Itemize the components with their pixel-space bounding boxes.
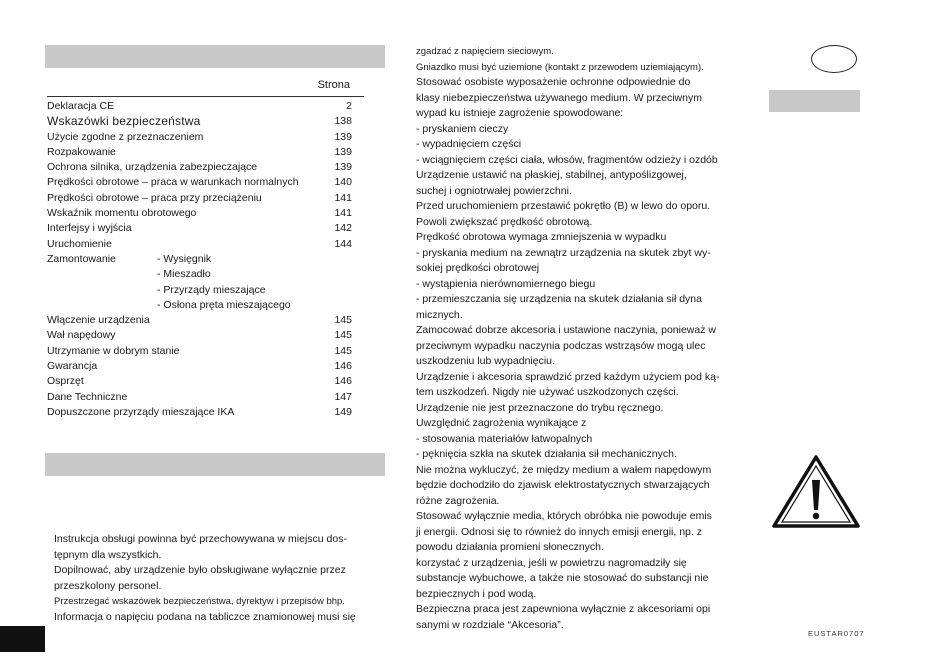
text-line: klasy niebezpieczeństwa używanego medium. W przeciwnym xyxy=(416,91,702,104)
toc-page: 145 xyxy=(334,344,352,357)
text-line: Nie można wykluczyć, że między medium a wałem napędowym xyxy=(416,463,712,476)
text-line: wypad ku istnieje zagrożenie spowodowane: xyxy=(416,107,624,119)
text-line: różne zagrożenia. xyxy=(416,494,500,507)
toc-page: 142 xyxy=(334,222,352,235)
toc-title: Uruchomienie xyxy=(47,237,112,250)
text-line: będzie dochodziło do zjawisk elektrostatycznych stwarzających xyxy=(416,479,710,491)
toc-subitem: - Przyrządy mieszające xyxy=(157,283,266,296)
toc-title: Prędkości obrotowe – praca przy przeciążeniu xyxy=(47,191,262,204)
toc-title: Wskaźnik momentu obrotowego xyxy=(47,207,197,220)
text-line: Instrukcja obsługi powinna być przechowywana w miejscu dos- xyxy=(54,533,347,545)
text-line: sokiej prędkości obrotowej xyxy=(416,262,540,274)
toc-subitem: - Osłona pręta mieszającego xyxy=(157,298,291,311)
toc-row xyxy=(47,145,352,160)
toc-title: Dopuszczone przyrządy mieszające IKA xyxy=(47,405,235,418)
text-line: przeszkolony personel. xyxy=(54,579,162,592)
text-line: sanymi w rozdziale “Akcesoria”. xyxy=(416,618,564,631)
toc-heading-bar xyxy=(45,45,385,68)
toc-subrow xyxy=(47,267,352,282)
toc-row xyxy=(47,313,352,328)
text-line: Stosować osobiste wyposażenie ochronne odpowiednie do xyxy=(416,76,691,88)
toc-row xyxy=(47,114,352,129)
toc-page: 140 xyxy=(334,176,352,189)
text-line: - przemieszczania się urządzenia na skutek działania sił dyna xyxy=(416,293,702,305)
toc-title: Wskazówki bezpieczeństwa xyxy=(47,114,201,129)
text-line: - wypadnięciem części xyxy=(416,138,522,150)
text-line: Urządzenie ustawić na płaskiej, stabilnej, antypoślizgowej, xyxy=(416,169,687,181)
toc-page: 139 xyxy=(334,145,352,158)
text-line: Dopilnować, aby urządzenie było obsługiwane wyłącznie przez xyxy=(54,564,346,576)
text-line: Przestrzegać wskazówek bezpieczeństwa, dyrektyw i przepisów bhp. xyxy=(54,596,345,607)
toc-title: Osprzęt xyxy=(47,375,84,388)
toc-page-header: Strona xyxy=(317,79,350,91)
toc-title: Rozpakowanie xyxy=(47,145,116,158)
toc-page: 146 xyxy=(334,360,352,373)
toc-page: 139 xyxy=(334,161,352,174)
toc-title: Prędkości obrotowe – praca w warunkach normalnych xyxy=(47,176,299,189)
toc-row xyxy=(47,191,352,206)
toc-page: 2 xyxy=(346,100,352,112)
toc-row xyxy=(47,206,352,221)
text-line: korzystać z urządzenia, jeśli w powietrzu nagromadziły się xyxy=(416,556,687,569)
language-oval xyxy=(811,45,857,73)
text-line: bezpiecznych i pod wodą. xyxy=(416,587,537,600)
toc-page: 138 xyxy=(334,115,352,128)
text-line: - stosowania materiałów łatwopalnych xyxy=(416,432,593,445)
text-line: Informacja o napięciu podana na tabliczce znamionowej musi się xyxy=(54,610,356,623)
toc-header xyxy=(47,79,364,97)
text-line: - wciągnięciem części ciała, włosów, fragmentów odzieży i ozdób xyxy=(416,153,718,166)
toc-page: 145 xyxy=(334,329,352,342)
right-body-text xyxy=(416,44,761,633)
toc-row xyxy=(47,359,352,374)
toc-row xyxy=(47,374,352,389)
text-line: tem uszkodzeń. Nigdy nie używać uszkodzonych części. xyxy=(416,386,679,398)
toc-row xyxy=(47,221,352,236)
safety-heading-bar xyxy=(45,453,385,476)
text-line: - pęknięcia szkła na skutek działania sił mechanicznych. xyxy=(416,448,677,460)
text-line: Uwzględnić zagrożenia wynikające z xyxy=(416,417,587,429)
toc-row xyxy=(47,390,352,405)
text-line: Stosować wyłącznie media, których obróbka nie powoduje emis xyxy=(416,510,712,522)
text-line: - pryskaniem cieczy xyxy=(416,122,509,135)
text-line: - wystąpienia nierównomiernego biegu xyxy=(416,277,596,290)
text-line: tępnym dla wszystkich. xyxy=(54,548,162,561)
text-line: Zamocować dobrze akcesoria i ustawione naczynia, ponieważ w xyxy=(416,324,716,336)
toc-title: Ochrona silnika, urządzenia zabezpieczające xyxy=(47,161,258,174)
toc-title: Interfejsy i wyjścia xyxy=(47,222,132,235)
text-line: - pryskania medium na zewnątrz urządzenia na skutek zbyt wy- xyxy=(416,246,711,259)
toc-row xyxy=(47,175,352,190)
toc-title: Gwarancja xyxy=(47,360,98,373)
text-line: substancje wybuchowe, a także nie stosować do substancji nie xyxy=(416,572,709,584)
left-body-text xyxy=(54,532,394,625)
toc-row xyxy=(47,99,352,114)
toc-title: Zamontowanie xyxy=(47,252,116,265)
toc-row xyxy=(47,160,352,175)
toc-title: Użycie zgodne z przeznaczeniem xyxy=(47,130,204,143)
toc-page: 146 xyxy=(334,375,352,388)
toc-row xyxy=(47,130,352,145)
toc-title: Dane Techniczne xyxy=(47,390,128,403)
toc-title: Wał napędowy xyxy=(47,329,116,342)
toc-title: Deklaracja CE xyxy=(47,100,115,112)
text-line: micznych. xyxy=(416,308,463,321)
toc-subrow xyxy=(47,252,352,267)
text-line: suchej i ogniotrwałej powierzchni. xyxy=(416,184,572,197)
toc-subrow xyxy=(47,283,352,298)
table-of-contents xyxy=(47,99,352,420)
warning-triangle-icon xyxy=(770,452,862,533)
toc-row xyxy=(47,237,352,252)
text-line: Prędkość obrotowa wymaga zmniejszenia w wypadku xyxy=(416,231,667,243)
text-line: Gniazdko musi być uziemione (kontakt z przewodem uziemiającym). xyxy=(416,61,704,73)
toc-page: 147 xyxy=(334,390,352,403)
toc-page: 144 xyxy=(334,237,352,250)
text-line: zgadzać z napięciem sieciowym. xyxy=(416,46,554,57)
text-line: Bezpieczna praca jest zapewniona wyłącznie z akcesoriami opi xyxy=(416,603,711,615)
toc-page: 139 xyxy=(334,130,352,143)
toc-page: 141 xyxy=(334,207,352,220)
toc-subitem: - Mieszadło xyxy=(157,268,211,281)
document-code: EUSTAR0707 xyxy=(808,629,865,638)
toc-title: Utrzymanie w dobrym stanie xyxy=(47,344,180,357)
toc-title: Włączenie urządzenia xyxy=(47,314,150,327)
toc-subrow xyxy=(47,298,352,313)
toc-row xyxy=(47,405,352,420)
text-line: Urządzenie i akcesoria sprawdzić przed każdym użyciem pod ką- xyxy=(416,370,720,383)
toc-page: 141 xyxy=(334,191,352,204)
toc-row xyxy=(47,328,352,343)
right-heading-bar xyxy=(769,90,860,112)
page-corner-mark xyxy=(0,626,45,652)
text-line: przeciwnym wypadku naczynia podczas wstrząsów mogą ulec xyxy=(416,339,706,352)
toc-subitem: - Wysięgnik xyxy=(157,252,212,265)
text-line: Urządzenie nie jest przeznaczone do trybu ręcznego. xyxy=(416,401,664,414)
text-line: powodu działania promieni słonecznych. xyxy=(416,541,604,553)
toc-page: 149 xyxy=(334,405,352,418)
text-line: ji energii. Odnosi się to również do innych emisji energii, np. z xyxy=(416,525,702,538)
text-line: Przed uruchomieniem przestawić pokrętło (B) w lewo do oporu. xyxy=(416,200,711,212)
toc-row xyxy=(47,344,352,359)
toc-page: 145 xyxy=(334,314,352,327)
text-line: uszkodzeniu lub wypadnięciu. xyxy=(416,355,555,367)
text-line: Powoli zwiększać prędkość obrotową. xyxy=(416,215,593,228)
